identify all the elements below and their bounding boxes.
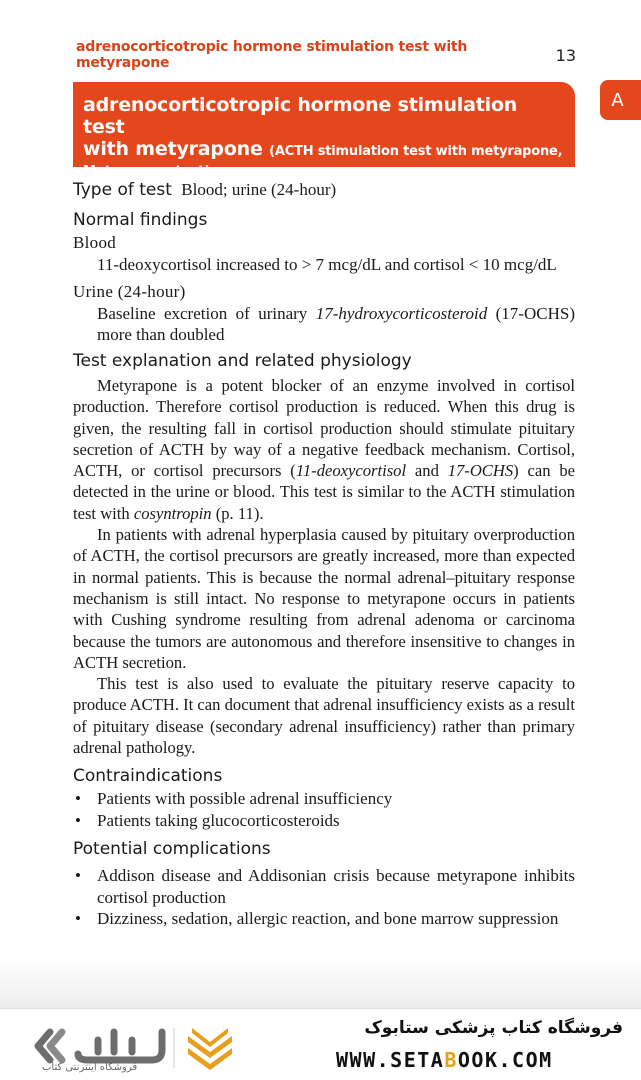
entry-title-main-part: with metyrapone — [83, 138, 263, 160]
entry-title-aliases-cont: Metyrapone test) — [83, 164, 211, 179]
explanation-p1-italic-3: cosyntropin — [133, 503, 212, 523]
entry-title-line1: adrenocorticotropic hormone stimulation test — [83, 94, 518, 138]
blood-finding: 11-deoxycortisol increased to > 7 mcg/dL and cortisol < 10 mcg/dL — [97, 255, 557, 274]
urine-finding-pre: Baseline excretion of urinary — [97, 304, 316, 323]
list-item: • Patients with possible adrenal insufficiency — [73, 788, 575, 810]
store-url-highlight: B — [444, 1048, 458, 1072]
blood-subheading: Blood — [73, 233, 117, 252]
book-icon — [188, 1028, 232, 1070]
type-of-test-label: Type of test — [73, 180, 172, 200]
contraindications-heading: Contraindications — [73, 766, 223, 787]
store-url-pre: WWW.SETA — [336, 1048, 445, 1072]
store-url — [336, 1048, 553, 1072]
complications-heading: Potential complications — [73, 839, 271, 860]
list-item: • Patients taking glucocorticosteroids — [73, 810, 575, 832]
entry-title-aliases: (ACTH stimulation test with metyrapone, — [269, 144, 563, 159]
explanation-heading: Test explanation and related physiology — [73, 351, 412, 371]
page-number: 13 — [555, 45, 576, 65]
explanation-p1-text-a: Metyrapone is a potent blocker of an enzyme involved in cortisol production. Therefore cortisol production is reduced. When this drug is given, the resulting fall in cortisol production should stimulate pituitary secretion of ACTH by way of a negative feedback mechanism. Cortisol, ACTH, or cortisol precursors ( — [73, 376, 575, 481]
urine-subheading: Urine (24-hour) — [73, 282, 186, 301]
entry-title-line2 — [83, 138, 565, 162]
page-bottom-fade — [0, 960, 641, 1010]
urine-finding-italic: 17-hydroxycorticosteroid — [315, 304, 488, 323]
explanation-p1-italic-1: 11-deoxycortisol — [295, 461, 407, 481]
type-of-test — [73, 178, 575, 202]
logo-caption: فروشگاه اینترنتی کتاب — [42, 1062, 138, 1073]
urine-finding — [73, 303, 575, 345]
explanation-p1-text-c: ) can be detected in the urine or blood. This test is similar to the ACTH stimulation test with — [73, 461, 575, 523]
list-item: • Dizziness, sedation, allergic reaction, and bone marrow suppression — [73, 908, 575, 930]
list-item: • Addison disease and Addisonian crisis because metyrapone inhibits cortisol production — [73, 865, 575, 908]
running-head — [76, 39, 576, 71]
logo-gray-glyphs — [38, 1032, 162, 1060]
explanation-p1-text-b: and — [406, 461, 448, 481]
thumb-tab-letter: A — [611, 89, 624, 111]
normal-findings-heading: Normal findings — [73, 210, 208, 230]
entry-title-box — [73, 82, 575, 179]
running-title: adrenocorticotropic hormone stimulation test with metyrapone — [76, 39, 468, 71]
urine-finding-post: (17-OCHS) more than doubled — [97, 304, 575, 344]
explanation-paragraph-1 — [73, 375, 575, 524]
explanation-p1-text-d: (p. 11). — [211, 503, 264, 523]
contraindications-list — [73, 788, 575, 831]
type-of-test-value: Blood; urine (24-hour) — [181, 180, 337, 199]
explanation-p1-italic-2: 17-OCHS — [447, 461, 514, 481]
store-name: فروشگاه کتاب پزشکی ستابوک — [364, 1018, 623, 1038]
complications-list — [73, 865, 575, 930]
entry-content — [73, 178, 575, 930]
store-url-post: OOK.COM — [457, 1048, 553, 1072]
section-thumb-tab — [600, 80, 641, 120]
explanation-paragraph-3: This test is also used to evaluate the pituitary reserve capacity to produce ACTH. It can document that adrenal insufficiency exists as a result of pituitary disease (secondary adrenal insufficiency) rather than primary adrenal pathology. — [73, 674, 575, 758]
explanation-paragraph-2: In patients with adrenal hyperplasia caused by pituitary overproduction of ACTH, the cortisol precursors are greatly increased, more than expected in normal patients. This is because the normal adrenal–pituitary response mechanism is still intact. No response to metyrapone occurs in patients with Cushing syndrome resulting from adrenal adenoma or carcinoma because the tumors are autonomous and therefore insensitive to changes in ACTH secretion. — [73, 525, 575, 672]
